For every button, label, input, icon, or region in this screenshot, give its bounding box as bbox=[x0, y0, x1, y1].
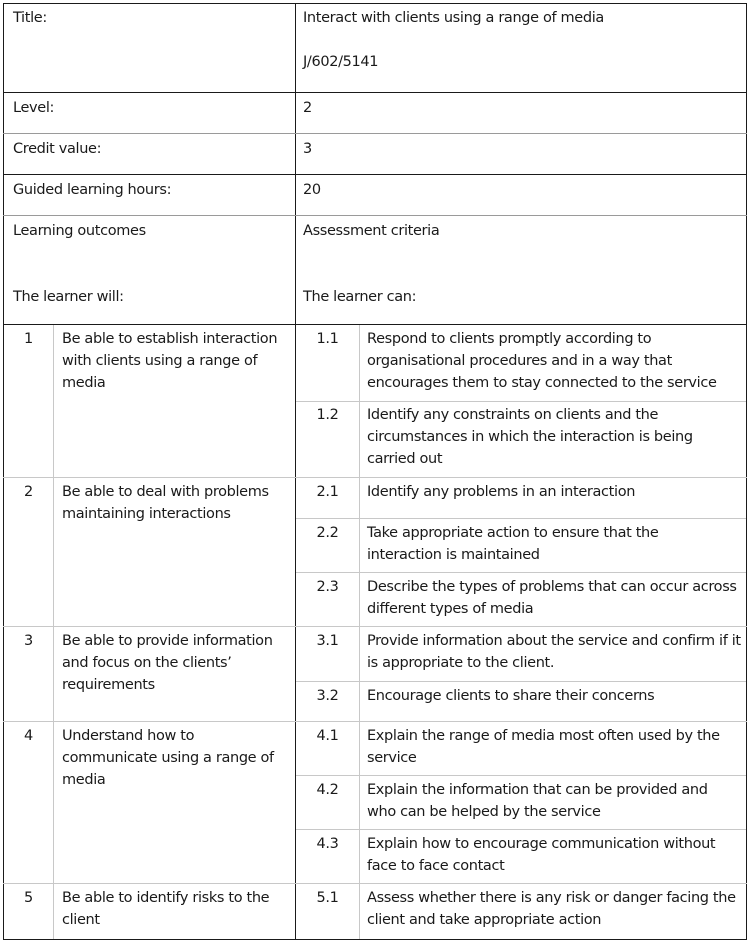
criterion-number: 4.2 bbox=[316, 782, 339, 798]
criterion-number: 3.1 bbox=[316, 633, 339, 649]
criterion-text: Describe the types of problems that can occur across different types of media bbox=[367, 579, 737, 617]
criterion-text: Explain the range of media most often used by the service bbox=[367, 728, 720, 766]
criterion-number: 1.1 bbox=[316, 331, 339, 347]
outcome-number: 1 bbox=[24, 331, 33, 347]
unit-specification-table bbox=[3, 3, 747, 940]
row-divider bbox=[3, 133, 747, 134]
outcome-text: Be able to provide information and focus on the clients’ requirements bbox=[62, 633, 273, 693]
title-label: Title: bbox=[13, 10, 47, 26]
level-value: 2 bbox=[303, 100, 312, 116]
row-divider bbox=[296, 775, 746, 776]
criterion-number: 2.2 bbox=[316, 525, 339, 541]
row-divider bbox=[3, 721, 747, 722]
criterion-text: Take appropriate action to ensure that the interaction is maintained bbox=[367, 525, 659, 563]
outcome-number: 4 bbox=[24, 728, 33, 744]
unit-code: J/602/5141 bbox=[303, 54, 379, 70]
outcome-number: 5 bbox=[24, 890, 33, 906]
outcome-number: 2 bbox=[24, 484, 33, 500]
row-divider bbox=[296, 829, 746, 830]
criteria-number-divider bbox=[359, 325, 360, 939]
outcome-text: Be able to establish interaction with clients using a range of media bbox=[62, 331, 278, 391]
row-divider bbox=[3, 174, 747, 175]
criterion-number: 4.3 bbox=[316, 836, 339, 852]
table-border-top bbox=[3, 3, 747, 4]
row-divider bbox=[3, 215, 747, 216]
outcome-number: 3 bbox=[24, 633, 33, 649]
criterion-number: 4.1 bbox=[316, 728, 339, 744]
table-border-right bbox=[746, 3, 747, 940]
criterion-number: 5.1 bbox=[316, 890, 339, 906]
title-value: Interact with clients using a range of media bbox=[303, 10, 604, 26]
outcome-number-divider bbox=[53, 325, 54, 939]
criterion-text: Provide information about the service and confirm if it is appropriate to the client. bbox=[367, 633, 741, 671]
level-label: Level: bbox=[13, 100, 55, 116]
criterion-text: Explain the information that can be provided and who can be helped by the service bbox=[367, 782, 708, 820]
outcomes-subheading: The learner will: bbox=[13, 289, 124, 305]
row-divider bbox=[296, 572, 746, 573]
outcome-text: Understand how to communicate using a range of media bbox=[62, 728, 274, 788]
row-divider bbox=[296, 518, 746, 519]
table-border-left bbox=[3, 3, 4, 940]
outcome-text: Be able to deal with problems maintaining interactions bbox=[62, 484, 269, 522]
criterion-number: 2.3 bbox=[316, 579, 339, 595]
row-divider bbox=[3, 477, 747, 478]
credit-label: Credit value: bbox=[13, 141, 102, 157]
criterion-text: Explain how to encourage communication without face to face contact bbox=[367, 836, 716, 874]
glh-label: Guided learning hours: bbox=[13, 182, 172, 198]
table-border-bottom bbox=[3, 939, 747, 940]
glh-value: 20 bbox=[303, 182, 321, 198]
criterion-text: Identify any constraints on clients and the circumstances in which the interaction is being carried out bbox=[367, 407, 693, 467]
criterion-text: Encourage clients to share their concerns bbox=[367, 688, 655, 704]
credit-value: 3 bbox=[303, 141, 312, 157]
outcome-text: Be able to identify risks to the client bbox=[62, 890, 270, 928]
criterion-text: Identify any problems in an interaction bbox=[367, 484, 636, 500]
row-divider bbox=[3, 92, 747, 93]
criterion-number: 2.1 bbox=[316, 484, 339, 500]
row-divider bbox=[3, 324, 747, 325]
outcomes-heading: Learning outcomes bbox=[13, 223, 146, 239]
criterion-number: 1.2 bbox=[316, 407, 339, 423]
criteria-heading: Assessment criteria bbox=[303, 223, 440, 239]
row-divider bbox=[296, 401, 746, 402]
row-divider bbox=[3, 883, 747, 884]
row-divider bbox=[296, 681, 746, 682]
criterion-text: Assess whether there is any risk or danger facing the client and take appropriate action bbox=[367, 890, 736, 928]
criterion-number: 3.2 bbox=[316, 688, 339, 704]
criterion-text: Respond to clients promptly according to organisational procedures and in a way that encourages them to stay connected to the service bbox=[367, 331, 717, 391]
row-divider bbox=[3, 626, 747, 627]
criteria-subheading: The learner can: bbox=[303, 289, 417, 305]
